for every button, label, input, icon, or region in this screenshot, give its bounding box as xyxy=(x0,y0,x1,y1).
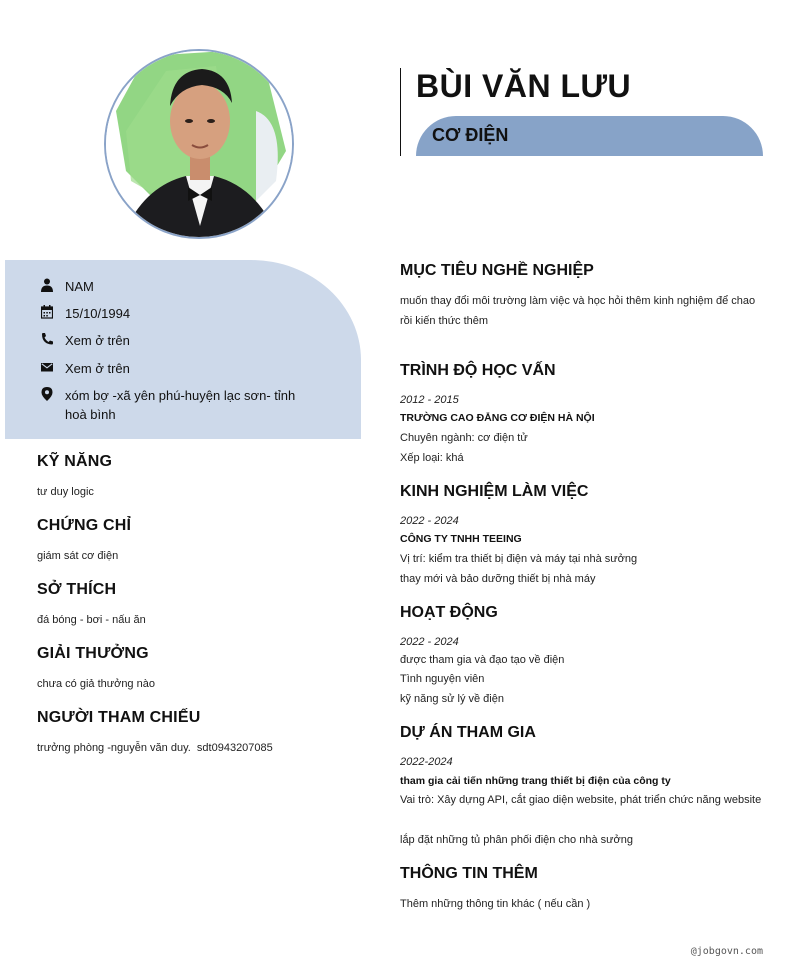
education-major: Chuyên ngành: cơ điện tử xyxy=(400,432,528,444)
objective-line-1: muốn thay đổi môi trường làm việc và học hỏi thêm kinh nghiệm để chao xyxy=(400,295,756,307)
experience-company: CÔNG TY TNHH TEEING xyxy=(400,533,522,545)
skills-text: tư duy logic xyxy=(37,486,94,498)
job-title: CƠ ĐIỆN xyxy=(432,125,509,145)
references-heading: NGƯỜI THAM CHIẾU xyxy=(37,709,201,726)
objective-line-2: rồi kiến thức thêm xyxy=(400,315,489,327)
projects-line-2: lắp đặt những tủ phân phối điện cho nhà sưởng xyxy=(400,834,633,846)
candidate-name: BÙI VĂN LƯU xyxy=(416,68,632,104)
activities-date: 2022 - 2024 xyxy=(400,636,459,648)
contact-panel xyxy=(5,260,361,439)
projects-name: tham gia cải tiến những trang thiết bị điện của công ty xyxy=(400,775,671,787)
experience-heading: KINH NGHIỆM LÀM VIỆC xyxy=(400,483,589,500)
awards-heading: GIẢI THƯỞNG xyxy=(37,645,149,662)
person-icon xyxy=(41,278,53,292)
experience-line-1: Vị trí: kiểm tra thiết bị điện và máy tại nhà sưởng xyxy=(400,553,638,565)
certificates-heading: CHỨNG CHỈ xyxy=(37,517,132,534)
education-date: 2012 - 2015 xyxy=(400,394,459,406)
awards-text: chưa có giả thưởng nào xyxy=(37,678,155,690)
activities-line-3: kỹ năng sử lý về điện xyxy=(400,693,504,705)
education-grade: Xếp loại: khá xyxy=(400,452,464,464)
location-icon xyxy=(41,387,53,401)
contact-birthdate: 15/10/1994 xyxy=(41,304,315,323)
experience-date: 2022 - 2024 xyxy=(400,515,459,527)
contact-email: Xem ở trên xyxy=(41,359,315,378)
contact-address: xóm bợ -xã yên phú-huyện lạc sơn- tỉnh hoà bình xyxy=(41,386,315,424)
education-school: TRƯỜNG CAO ĐẲNG CƠ ĐIỆN HÀ NỘI xyxy=(400,412,595,424)
references-text: trưởng phòng -nguyễn văn duy. sdt0943207085 xyxy=(37,742,273,754)
job-title-tag xyxy=(416,116,763,156)
extra-info-heading: THÔNG TIN THÊM xyxy=(400,865,538,882)
activities-line-2: Tình nguyện viên xyxy=(400,673,485,685)
hobbies-text: đá bóng - bơi - nấu ăn xyxy=(37,614,146,626)
calendar-icon xyxy=(41,305,53,319)
extra-info-text: Thêm những thông tin khác ( nếu cần ) xyxy=(400,898,591,910)
mail-icon xyxy=(41,360,53,374)
education-heading: TRÌNH ĐỘ HỌC VẤN xyxy=(400,362,556,379)
projects-role: Vai trò: Xây dựng API, cắt giao diện website, phát triển chức năng website xyxy=(400,794,762,806)
hobbies-heading: SỞ THÍCH xyxy=(37,581,117,598)
contact-phone: Xem ở trên xyxy=(41,331,315,350)
activities-heading: HOẠT ĐỘNG xyxy=(400,604,498,621)
name-divider xyxy=(400,68,401,156)
activities-line-1: được tham gia và đạo tạo về điện xyxy=(400,654,565,666)
certificates-text: giám sát cơ điện xyxy=(37,550,119,562)
watermark: @jobgovn.com xyxy=(690,946,763,957)
objective-heading: MỤC TIÊU NGHỀ NGHIỆP xyxy=(400,262,594,279)
projects-heading: DỰ ÁN THAM GIA xyxy=(400,724,536,741)
projects-date: 2022-2024 xyxy=(400,756,453,768)
profile-photo xyxy=(104,49,294,239)
contact-gender: NAM xyxy=(41,277,315,296)
phone-icon xyxy=(41,332,53,346)
skills-heading: KỸ NĂNG xyxy=(37,453,113,470)
experience-line-2: thay mới và bảo dưỡng thiết bị nhà máy xyxy=(400,573,596,585)
